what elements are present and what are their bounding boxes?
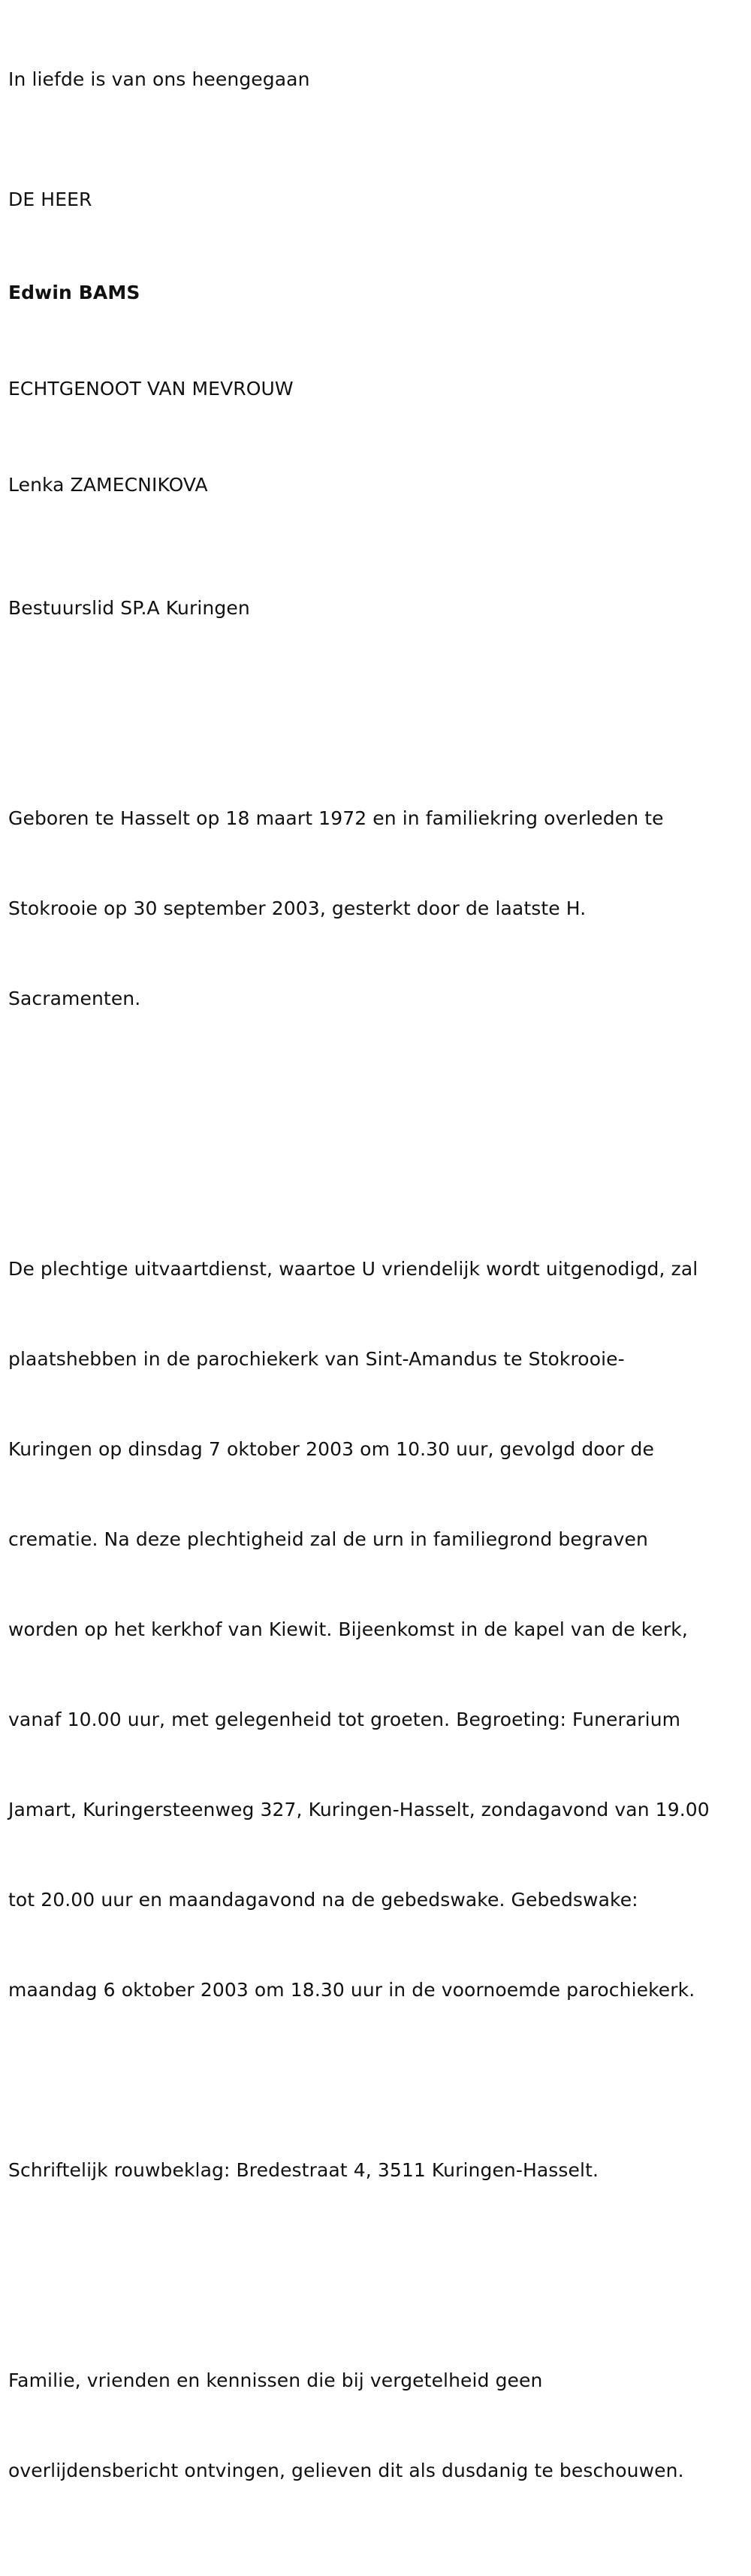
text-line: Stokrooie op 30 september 2003, gesterkt door de laatste H. xyxy=(8,897,587,919)
text-line: De plechtige uitvaartdienst, waartoe U vriendelijk wordt uitgenodigd, zal xyxy=(8,1258,698,1280)
birth-death-paragraph xyxy=(8,744,744,1074)
deceased-name: Edwin BAMS xyxy=(8,282,140,303)
service-paragraph xyxy=(8,1194,744,2065)
text-line: Kuringen op dinsdag 7 oktober 2003 om 10.30 uur, gevolgd door de xyxy=(8,1438,654,1460)
text-line: Geboren te Hasselt op 18 maart 1972 en in familiekring overleden te xyxy=(8,807,664,829)
text-line: vanaf 10.00 uur, met gelegenheid tot groeten. Begroeting: Funerarium xyxy=(8,1709,681,1730)
closing-paragraph xyxy=(8,2306,744,2546)
text-line: tot 20.00 uur en maandagavond na de gebedswake. Gebedswake: xyxy=(8,1889,638,1911)
text-line: Familie, vrienden en kennissen die bij vergetelheid geen xyxy=(8,2369,543,2391)
text-line: plaatshebben in de parochiekerk van Sint-Amandus te Stokrooie- xyxy=(8,1348,625,1370)
text-line: worden op het kerkhof van Kiewit. Bijeenkomst in de kapel van de kerk, xyxy=(8,1618,688,1640)
text-line: Jamart, Kuringersteenweg 327, Kuringen-Hasselt, zondagavond van 19.00 xyxy=(8,1799,710,1820)
text-line: maandag 6 oktober 2003 om 18.30 uur in de voornoemde parochiekerk. xyxy=(8,1979,695,2001)
intro-line: In liefde is van ons heengegaan xyxy=(8,68,310,90)
honorific-title: DE HEER xyxy=(8,189,92,210)
spouse-name: Lenka ZAMECNIKOVA xyxy=(8,474,208,496)
condolence-address: Schriftelijk rouwbeklag: Bredestraat 4, 3511 Kuringen-Hasselt. xyxy=(8,2159,599,2181)
obituary-notice xyxy=(8,0,744,2576)
text-line: Sacramenten. xyxy=(8,988,141,1009)
role-line: Bestuurslid SP.A Kuringen xyxy=(8,597,250,619)
text-line: overlijdensbericht ontvingen, gelieven dit als dusdanig te beschouwen. xyxy=(8,2460,684,2481)
relation-line: ECHTGENOOT VAN MEVROUW xyxy=(8,378,294,400)
text-line: crematie. Na deze plechtigheid zal de urn in familiegrond begraven xyxy=(8,1528,648,1550)
